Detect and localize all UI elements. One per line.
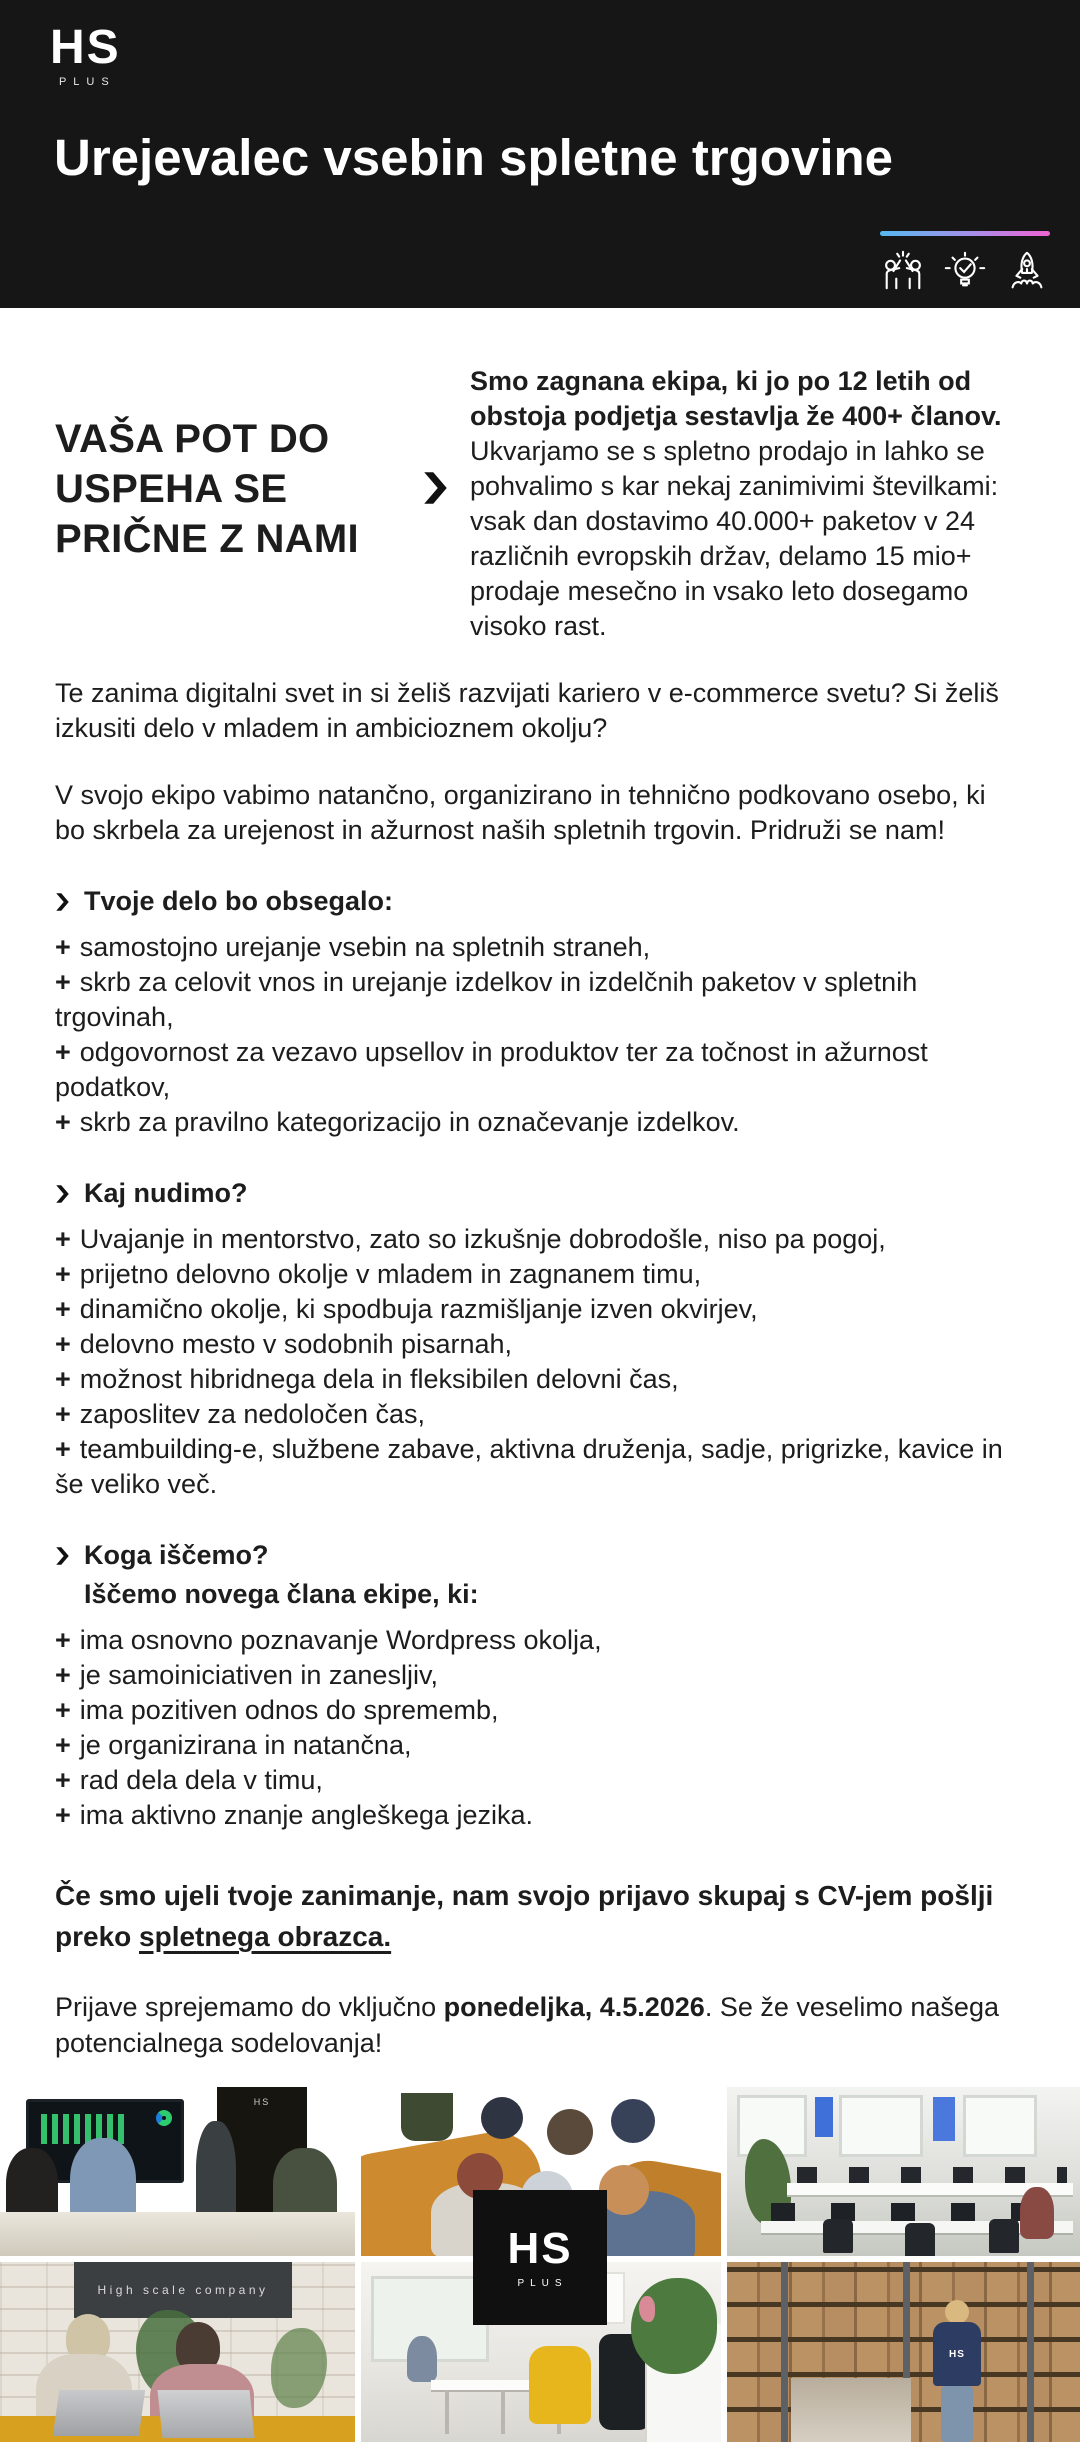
section-heading-row xyxy=(55,886,1020,917)
gradient-divider xyxy=(880,231,1050,236)
closing-post: . Se že veselimo našega potencialnega sodelovanja! xyxy=(55,1992,999,2058)
person-figure xyxy=(481,2097,523,2139)
person-figure xyxy=(611,2099,655,2143)
intro-heading-line: VAŠA POT DO xyxy=(55,417,330,461)
window-graphic xyxy=(963,2095,1037,2157)
job-ad-content xyxy=(0,360,1080,2061)
plus-bullet: + xyxy=(55,1107,71,1137)
list-item xyxy=(55,965,1020,1035)
chevron-right-icon xyxy=(55,1547,70,1565)
logo-text: HS xyxy=(507,2223,573,2273)
intro-heading-block xyxy=(55,360,400,644)
list-item-text: teambuilding-e, službene zabave, aktivna druženja, sadje, prigrizke, kavice in še veliko več. xyxy=(55,1434,1003,1499)
plus-bullet: + xyxy=(55,1037,71,1067)
body-paragraph: Te zanima digitalni svet in si želiš razvijati kariero v e-commerce svetu? Si želiš izkusiti delo v mladem in ambicioznem okolju? xyxy=(55,678,999,743)
chevron-right-icon xyxy=(55,893,70,911)
meeting-table xyxy=(0,2212,355,2256)
wall-sign xyxy=(74,2262,292,2318)
plus-bullet: + xyxy=(55,1765,71,1795)
section-tasks xyxy=(55,886,1020,1140)
chevron-right-icon xyxy=(422,472,449,504)
shelf-post-graphic xyxy=(1027,2262,1034,2442)
list-item xyxy=(55,1763,1020,1798)
section-heading-row xyxy=(55,1178,1020,1209)
section-subheading: Iščemo novega člana ekipe, ki: xyxy=(84,1579,479,1609)
laptop-graphic xyxy=(157,2390,254,2438)
list-item-text: je samoiniciativen in zanesljiv, xyxy=(79,1660,438,1690)
tv-screen-graphic xyxy=(815,2097,833,2137)
tv-screen-graphic xyxy=(933,2097,955,2141)
yellow-armchair-graphic xyxy=(529,2346,591,2424)
intro-section xyxy=(55,360,1020,644)
office-chair-graphic xyxy=(823,2219,853,2253)
warehouse-aisle xyxy=(791,2378,911,2442)
list-item xyxy=(55,1035,1020,1105)
person-figure xyxy=(941,2386,973,2442)
hero-header xyxy=(0,0,1080,308)
intro-lead-paragraph xyxy=(470,360,1020,644)
hoodie-logo-text: HS xyxy=(949,2348,965,2360)
intro-lead-bold: Smo zagnana ekipa, ki jo po 12 letih od obstoja podjetja sestavlja že 400+ članov. xyxy=(470,366,1002,431)
list-item xyxy=(55,1292,1020,1327)
list-item-text: ima aktivno znanje angleškega jezika. xyxy=(79,1800,534,1830)
plant-graphic xyxy=(401,2093,453,2141)
plus-bullet: + xyxy=(55,1329,71,1359)
plus-bullet: + xyxy=(55,1730,71,1760)
list-item xyxy=(55,1693,1020,1728)
intro-heading-line: PRIČNE Z NAMI xyxy=(55,517,359,561)
section-items xyxy=(55,1222,1020,1502)
list-item-text: delovno mesto v sodobnih pisarnah, xyxy=(79,1329,513,1359)
office-chair-graphic xyxy=(905,2223,935,2256)
list-item xyxy=(55,1222,1020,1257)
list-item-text: ima pozitiven odnos do sprememb, xyxy=(79,1695,499,1725)
hero-icons-strip xyxy=(880,231,1050,294)
plus-bullet: + xyxy=(55,1224,71,1254)
hero-icons-row xyxy=(880,248,1050,294)
list-item xyxy=(55,1362,1020,1397)
body-paragraph: V svojo ekipo vabimo natančno, organizirano in tehnično podkovano osebo, ki bo skrbela za urejenost in ažurnost naših spletnih trgovin. Pridruži se nam! xyxy=(55,780,986,845)
page-title: Urejevalec vsebin spletne trgovine xyxy=(54,129,894,186)
office-chair-graphic xyxy=(989,2219,1019,2253)
intro-heading-line: USPEHA SE xyxy=(55,467,288,511)
plus-bullet: + xyxy=(55,1800,71,1830)
plus-bullet: + xyxy=(55,1294,71,1324)
intro-arrow-column xyxy=(400,360,470,644)
gallery-center-logo xyxy=(473,2190,607,2325)
deadline-date: ponedeljka, 4.5.2026 xyxy=(443,1992,705,2022)
list-item xyxy=(55,1728,1020,1763)
list-item-text: skrb za celovit vnos in urejanje izdelkov in izdelčnih paketov v spletnih trgovinah, xyxy=(55,967,918,1032)
section-heading: Kaj nudimo? xyxy=(84,1178,248,1208)
section-items xyxy=(55,1623,1020,1833)
person-figure xyxy=(945,2300,969,2324)
window-graphic xyxy=(839,2095,923,2157)
laptop-graphic xyxy=(53,2390,145,2436)
plus-bullet: + xyxy=(55,1434,71,1464)
list-item-text: zaposlitev za nedoločen čas, xyxy=(79,1399,425,1429)
section-heading: Koga iščemo? xyxy=(84,1540,269,1570)
plus-bullet: + xyxy=(55,1695,71,1725)
logo-subtext: PLUS xyxy=(58,76,116,88)
list-item-text: dinamično okolje, ki spodbuja razmišljanje izven okvirjev, xyxy=(79,1294,758,1324)
apply-cta xyxy=(55,1875,1020,1957)
intro-heading xyxy=(55,414,400,564)
company-logo xyxy=(50,21,121,88)
person-figure xyxy=(407,2336,437,2382)
lightbulb-check-icon xyxy=(942,248,988,294)
list-item-text: odgovornost za vezavo upsellov in produktov ter za točnost in ažurnost podatkov, xyxy=(55,1037,928,1102)
high-five-icon xyxy=(880,248,926,294)
intro-lead-rest: Ukvarjamo se s spletno prodajo in lahko se pohvalimo s kar nekaj zanimivimi številkami: vsak dan dostavimo 40.000+ paketov v 24 različnih evropskih držav, delamo 15 mio+ prodaje mesečno in vsako leto dosegamo visoko rast. xyxy=(470,436,999,641)
wall-sign-text: High scale company xyxy=(97,2283,269,2297)
list-item-text: ima osnovno poznavanje Wordpress okolja, xyxy=(79,1625,602,1655)
list-item-text: Uvajanje in mentorstvo, zato so izkušnje dobrodošle, niso pa pogoj, xyxy=(79,1224,886,1254)
photo-warehouse xyxy=(727,2262,1080,2442)
logo-text: HS xyxy=(50,21,121,74)
photo-couch-laptops xyxy=(0,2262,355,2442)
closing-pre: Prijave sprejemamo do vključno xyxy=(55,1992,444,2022)
section-candidate xyxy=(55,1540,1020,1833)
list-item-text: prijetno delovno okolje v mladem in zagnanem timu, xyxy=(79,1259,702,1289)
plus-bullet: + xyxy=(55,1625,71,1655)
list-item xyxy=(55,1432,1020,1502)
list-item-text: skrb za pravilno kategorizacijo in označevanje izdelkov. xyxy=(79,1107,740,1137)
apply-cta-text: Če smo ujeli tvoje zanimanje, nam svojo prijavo skupaj s CV-jem pošlji preko xyxy=(55,1880,994,1952)
plus-bullet: + xyxy=(55,1399,71,1429)
list-item xyxy=(55,930,1020,965)
list-item-text: možnost hibridnega dela in fleksibilen delovni čas, xyxy=(79,1364,679,1394)
monitors-row xyxy=(797,2167,1067,2183)
list-item xyxy=(55,1327,1020,1362)
plus-bullet: + xyxy=(55,1259,71,1289)
photo-presentation-meeting xyxy=(0,2087,355,2256)
section-items xyxy=(55,930,1020,1140)
list-item-text: rad dela dela v timu, xyxy=(79,1765,323,1795)
list-item-text: je organizirana in natančna, xyxy=(79,1730,412,1760)
list-item xyxy=(55,1257,1020,1292)
shelf-post-graphic xyxy=(781,2262,788,2442)
plus-bullet: + xyxy=(55,1660,71,1690)
list-item-text: samostojno urejanje vsebin na spletnih straneh, xyxy=(79,932,651,962)
donut-chart-graphic xyxy=(156,2110,172,2126)
person-figure xyxy=(547,2109,593,2155)
list-item xyxy=(55,1397,1020,1432)
flower-graphic xyxy=(639,2296,655,2322)
list-item xyxy=(55,1798,1020,1833)
plus-bullet: + xyxy=(55,1364,71,1394)
rocket-icon xyxy=(1004,248,1050,294)
list-item xyxy=(55,1658,1020,1693)
list-item xyxy=(55,1105,1020,1140)
plant-graphic xyxy=(271,2328,327,2408)
chevron-right-icon xyxy=(55,1185,70,1203)
closing-paragraph xyxy=(55,1989,1020,2061)
logo-subtext: PLUS xyxy=(517,2277,568,2289)
section-benefits xyxy=(55,1178,1020,1502)
plus-bullet: + xyxy=(55,932,71,962)
photo-open-office xyxy=(727,2087,1080,2256)
plant-graphic xyxy=(631,2278,717,2374)
section-heading-row xyxy=(55,1540,1020,1571)
banner-logo-text: HS xyxy=(253,2097,271,2107)
person-figure xyxy=(933,2322,981,2386)
section-heading: Tvoje delo bo obsegalo: xyxy=(84,886,394,916)
photo-gallery xyxy=(0,2087,1080,2442)
application-form-link[interactable]: spletnega obrazca. xyxy=(139,1921,392,1952)
person-figure xyxy=(1020,2187,1054,2239)
list-item xyxy=(55,1623,1020,1658)
plus-bullet: + xyxy=(55,967,71,997)
